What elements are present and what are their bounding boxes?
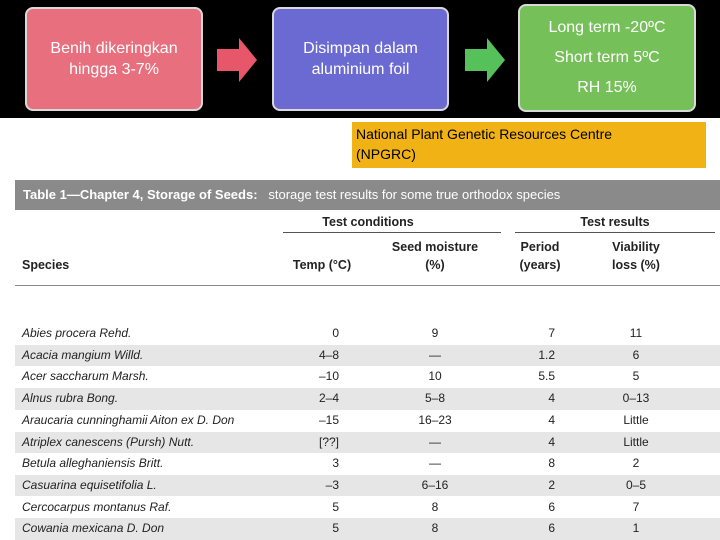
col-header-moisture-1: Seed moisture [391, 240, 479, 254]
cell-temp: 2–4 [318, 391, 339, 406]
right-arrow-icon [465, 38, 505, 82]
cell-species: Alnus rubra Bong. [22, 391, 119, 406]
table-body [15, 210, 720, 536]
cell-viability: Little [623, 412, 649, 427]
cell-species: Acacia mangium Willd. [22, 347, 144, 362]
table-row [15, 453, 720, 475]
step-store-line1: Disimpan dalam [303, 40, 418, 57]
cell-viability: 5 [632, 369, 640, 384]
cell-period: 1.2 [538, 347, 555, 362]
cell-temp: [??] [318, 434, 339, 449]
cell-moisture: 6–16 [421, 477, 449, 492]
npgrc-line1: National Plant Genetic Resources Centre [356, 126, 613, 142]
cell-period: 4 [548, 412, 555, 427]
cell-viability: Little [623, 434, 649, 449]
cell-period: 8 [548, 456, 555, 471]
table-row [15, 432, 720, 454]
condition-rh: RH 15% [577, 79, 637, 96]
cell-viability: 1 [632, 521, 640, 536]
table-row [15, 497, 720, 519]
group-header-conditions: Test conditions [322, 215, 414, 229]
cell-species: Atriplex canescens (Pursh) Nutt. [22, 434, 195, 449]
npgrc-line2: (NPGRC) [356, 146, 416, 162]
col-header-period-2: (years) [519, 258, 561, 272]
cell-period: 6 [548, 521, 555, 536]
col-header-viability-1: Viability [612, 240, 660, 254]
table-row [15, 475, 720, 497]
table-row [15, 388, 720, 410]
cell-moisture: 9 [431, 326, 439, 340]
cell-viability: 0–13 [622, 391, 650, 406]
cell-moisture: 16–23 [418, 412, 452, 427]
cell-viability: 2 [632, 456, 640, 471]
col-header-temp: Temp (°C) [292, 258, 352, 272]
cell-temp: –10 [318, 369, 339, 384]
cell-moisture: 8 [431, 521, 439, 536]
col-header-viability [591, 238, 681, 274]
cell-viability: 11 [629, 326, 643, 340]
step-dry-box [25, 7, 203, 111]
cell-temp: 3 [332, 456, 339, 471]
col-header-moisture [385, 238, 485, 274]
step-dry-line1: Benih dikeringkan [50, 40, 178, 57]
cell-period: 6 [548, 499, 555, 514]
table-caption-bold: Table 1—Chapter 4, Storage of Seeds: [23, 187, 258, 202]
table-caption-text: storage test results for some true orthodox species [268, 187, 561, 202]
cell-moisture: — [429, 347, 441, 362]
col-header-species: Species [22, 258, 70, 272]
cell-species: Cercocarpus montanus Raf. [22, 499, 172, 514]
header-bottom-rule [15, 285, 720, 286]
cell-viability: 7 [632, 499, 640, 514]
cell-temp: –15 [318, 412, 339, 427]
cell-species: Betula alleghaniensis Britt. [22, 456, 164, 471]
condition-long-term: Long term -20ºC [548, 19, 666, 36]
cell-period: 4 [548, 391, 555, 406]
cell-period: 4 [548, 434, 555, 449]
cell-species: Cowania mexicana D. Don [22, 521, 165, 536]
cell-period: 2 [548, 477, 555, 492]
cell-species: Araucaria cunninghamii Aiton ex D. Don [22, 412, 235, 427]
cell-species: Casuarina equisetifolia L. [22, 477, 157, 492]
group-rule-conditions [283, 232, 501, 233]
col-header-period-1: Period [520, 240, 560, 254]
cell-moisture: — [429, 434, 441, 449]
cell-temp: 4–8 [318, 347, 339, 362]
cell-moisture: — [429, 456, 441, 471]
cell-temp: –3 [325, 477, 339, 492]
group-header-results: Test results [580, 215, 650, 229]
cell-temp: 0 [332, 326, 339, 340]
step-store-line2: aluminium foil [311, 61, 410, 78]
step-conditions-box [518, 4, 696, 112]
group-rule-results [515, 232, 715, 233]
npgrc-label [352, 122, 706, 168]
cell-viability: 6 [632, 347, 640, 362]
cell-period: 5.5 [538, 369, 555, 384]
right-arrow-icon [217, 38, 257, 82]
table-row [15, 323, 720, 345]
cell-temp: 5 [332, 499, 339, 514]
cell-temp: 5 [332, 521, 339, 536]
storage-table [15, 180, 720, 536]
condition-short-term: Short term 5ºC [554, 49, 660, 66]
step-store-box [272, 7, 449, 111]
col-header-moisture-2: (%) [425, 258, 445, 272]
cell-moisture: 10 [428, 369, 442, 384]
cell-period: 7 [548, 326, 555, 340]
table-row [15, 518, 720, 540]
cell-viability: 0–5 [625, 477, 647, 492]
cell-species: Abies procera Rehd. [22, 326, 132, 340]
cell-species: Acer saccharum Marsh. [22, 369, 149, 384]
table-row [15, 410, 720, 432]
table-row [15, 366, 720, 388]
table-caption [15, 180, 720, 210]
cell-moisture: 5–8 [424, 391, 446, 406]
step-dry-line2: hingga 3-7% [69, 61, 159, 78]
table-row [15, 345, 720, 367]
col-header-viability-2: loss (%) [612, 258, 660, 272]
cell-moisture: 8 [431, 499, 439, 514]
col-header-period [510, 238, 570, 274]
